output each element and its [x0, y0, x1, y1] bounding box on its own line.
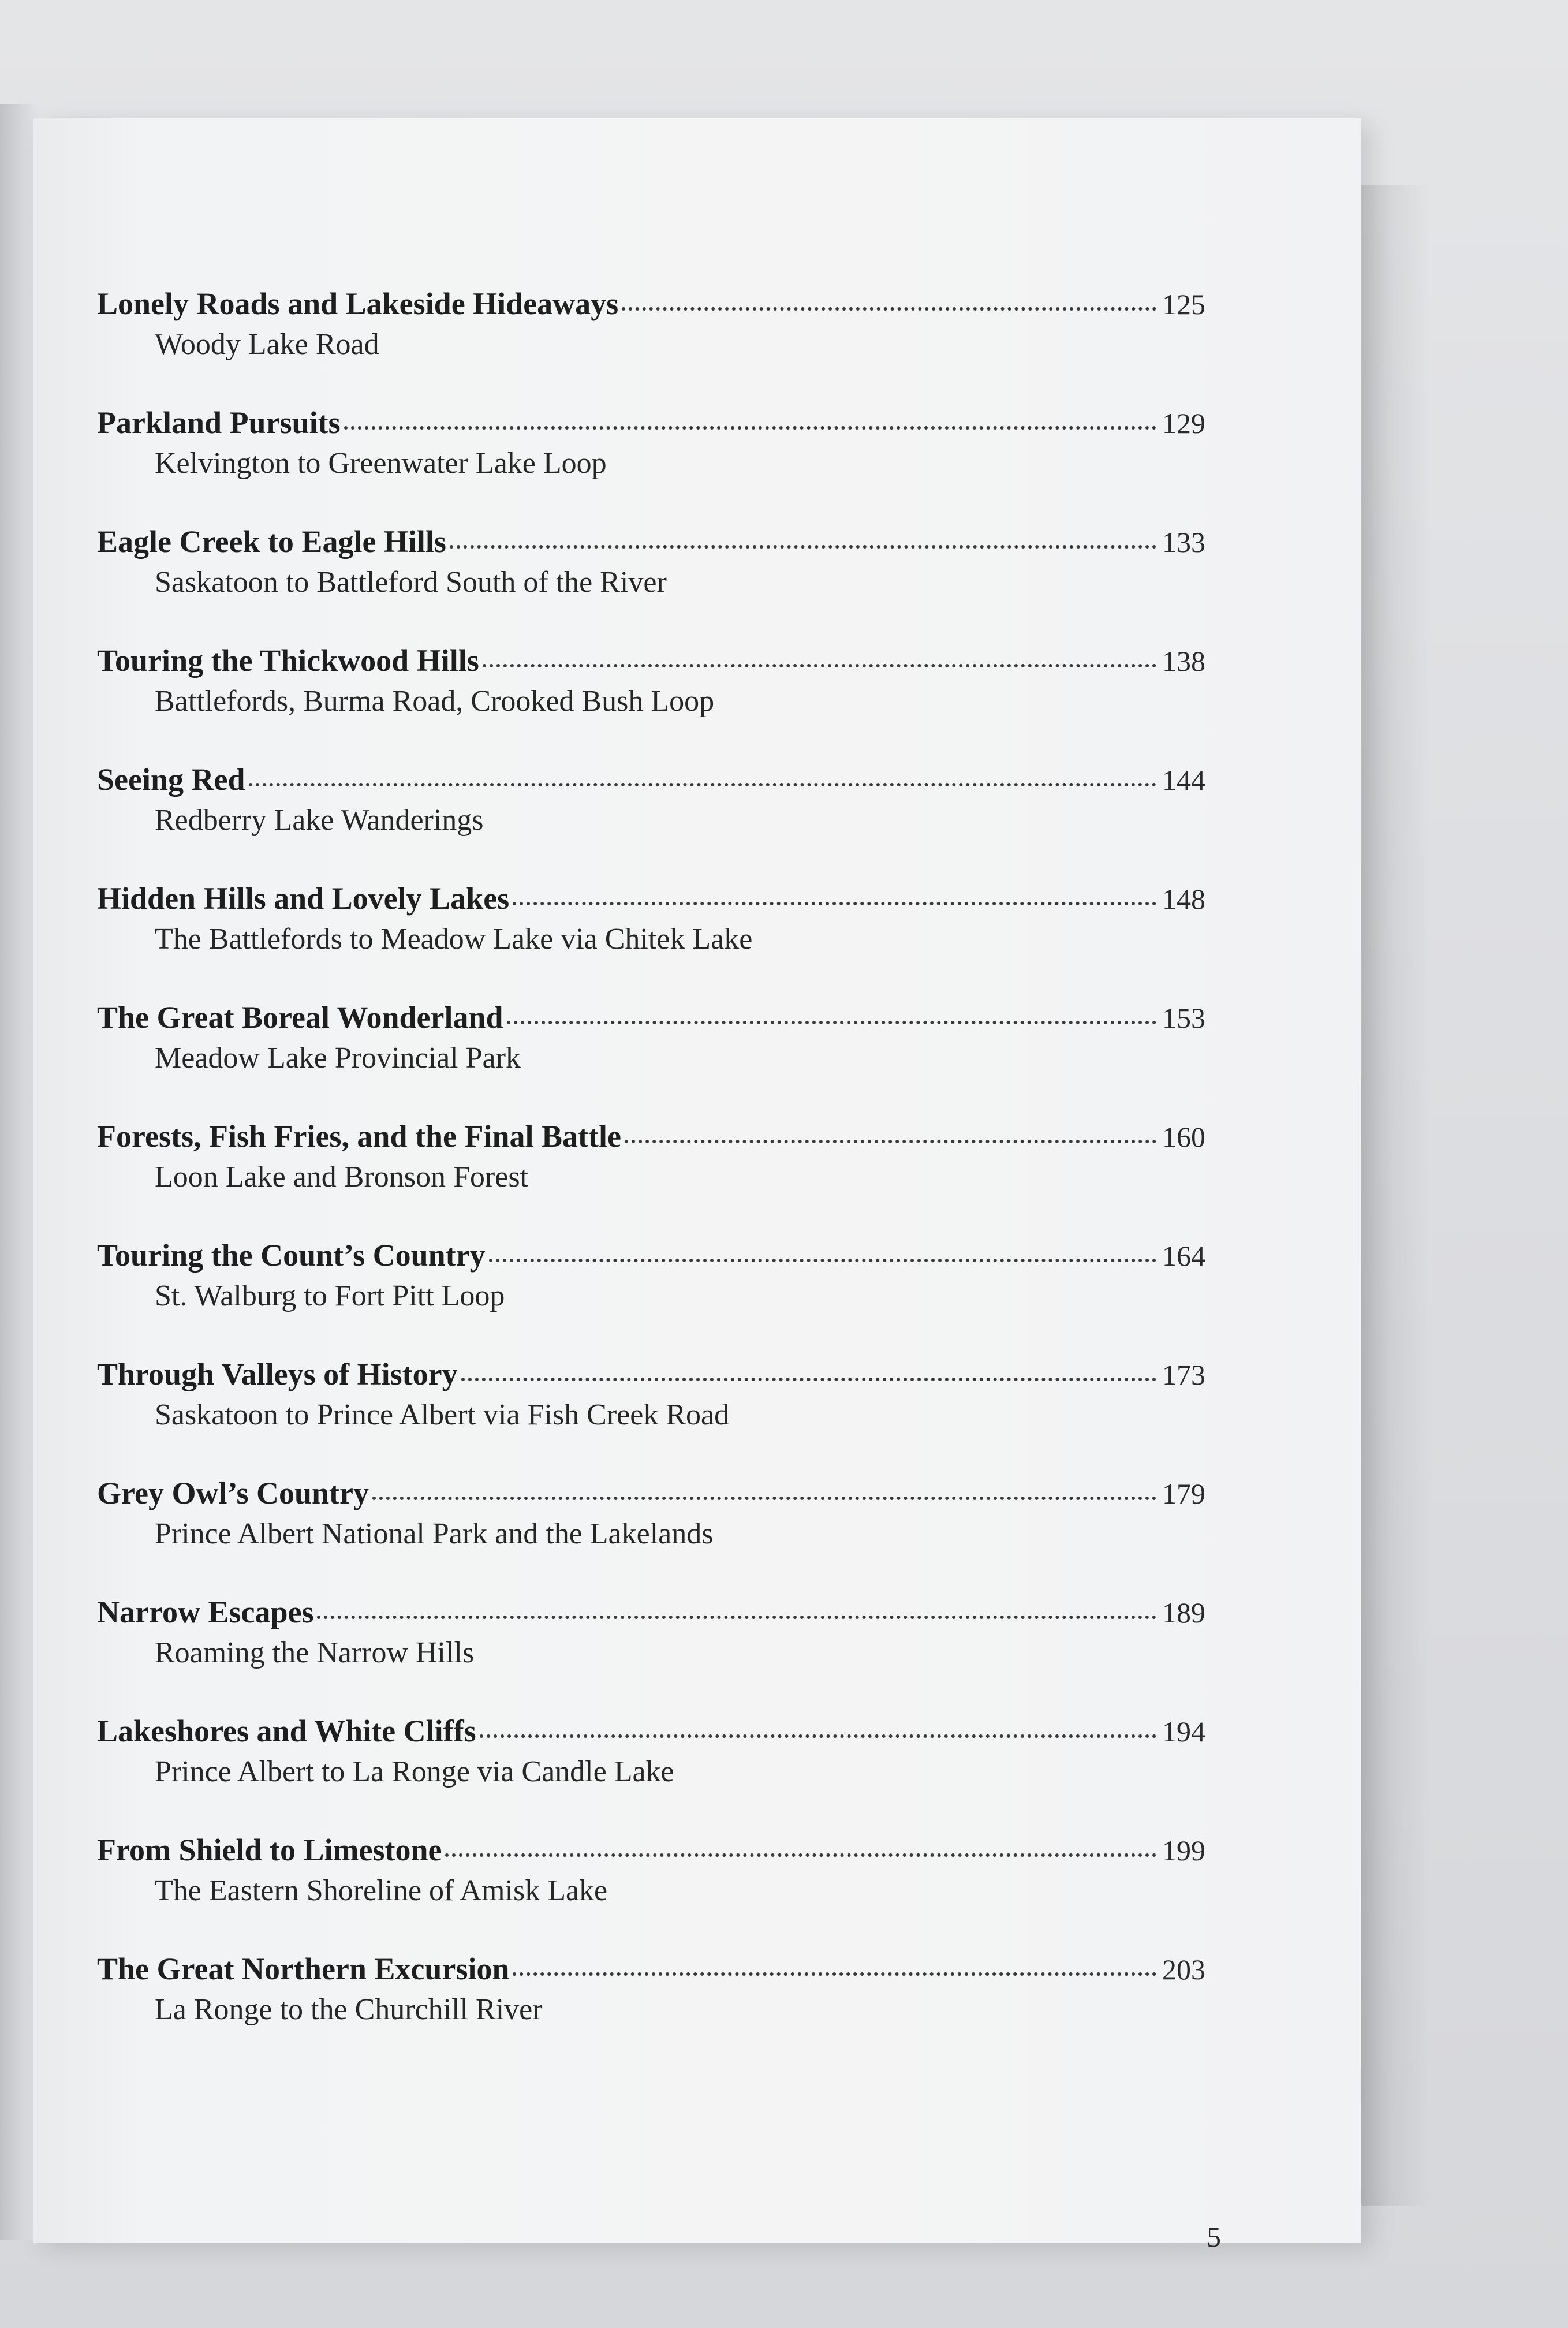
page-number: 203	[1162, 1953, 1205, 1986]
folio-page-number: 5	[1207, 2221, 1221, 2253]
toc-entry	[97, 1356, 1205, 1475]
page-shadow	[1361, 185, 1431, 2206]
toc-entry-heading-line	[97, 1475, 1205, 1516]
dot-leader	[317, 1616, 1156, 1619]
page-number: 153	[1162, 1002, 1205, 1034]
chapter-subtitle: St. Walburg to Fort Pitt Loop	[155, 1279, 505, 1312]
chapter-subtitle: Woody Lake Road	[155, 328, 379, 361]
dot-leader	[489, 1259, 1156, 1262]
chapter-subtitle: La Ronge to the Churchill River	[155, 1993, 543, 2026]
chapter-title: Narrow Escapes	[97, 1595, 314, 1629]
chapter-title: Lonely Roads and Lakeside Hideaways	[97, 286, 619, 321]
toc-entry-heading-line	[97, 1832, 1205, 1872]
chapter-subtitle: Meadow Lake Provincial Park	[155, 1042, 521, 1075]
chapter-title: Parkland Pursuits	[97, 405, 341, 440]
toc-entry	[97, 1713, 1205, 1832]
chapter-title: Seeing Red	[97, 762, 245, 797]
toc-entry	[97, 881, 1205, 999]
toc-entry-heading-line	[97, 1951, 1205, 1991]
dot-leader	[372, 1497, 1156, 1500]
page-number: 125	[1162, 288, 1205, 320]
toc-entry-heading-line	[97, 999, 1205, 1040]
page-number: 164	[1162, 1240, 1205, 1272]
toc-entry	[97, 1594, 1205, 1713]
page-number: 148	[1162, 883, 1205, 915]
book-page	[33, 118, 1361, 2253]
toc-entry	[97, 1118, 1205, 1237]
toc-entry	[97, 1475, 1205, 1594]
dot-leader	[483, 664, 1156, 667]
chapter-subtitle: Roaming the Narrow Hills	[155, 1636, 475, 1669]
chapter-title: Touring the Count’s Country	[97, 1238, 486, 1273]
toc-entry	[97, 1237, 1205, 1356]
chapter-subtitle: Saskatoon to Battleford South of the River	[155, 566, 667, 599]
toc-entry-heading-line	[97, 1594, 1205, 1635]
page-number: 129	[1162, 407, 1205, 439]
toc-entry-heading-line	[97, 405, 1205, 445]
chapter-title: Hidden Hills and Lovely Lakes	[97, 881, 510, 916]
chapter-title: Touring the Thickwood Hills	[97, 643, 479, 678]
toc-entry	[97, 405, 1205, 524]
toc-entry-heading-line	[97, 881, 1205, 921]
chapter-title: Grey Owl’s Country	[97, 1476, 369, 1510]
chapter-subtitle: Kelvington to Greenwater Lake Loop	[155, 447, 607, 480]
toc-entry	[97, 286, 1205, 405]
page-number: 179	[1162, 1478, 1205, 1510]
chapter-title: The Great Northern Excursion	[97, 1952, 510, 1986]
toc-entry	[97, 762, 1205, 881]
toc-entry	[97, 999, 1205, 1118]
toc-entry	[97, 1951, 1205, 2070]
toc-entry-heading-line	[97, 286, 1205, 326]
dot-leader	[344, 426, 1156, 430]
chapter-subtitle: The Eastern Shoreline of Amisk Lake	[155, 1874, 608, 1907]
dot-leader	[445, 1853, 1156, 1857]
dot-leader	[625, 1140, 1156, 1143]
dot-leader	[480, 1734, 1156, 1738]
chapter-title: Eagle Creek to Eagle Hills	[97, 524, 446, 559]
chapter-subtitle: Prince Albert National Park and the Lakelands	[155, 1517, 714, 1550]
dot-leader	[507, 1021, 1156, 1024]
page-number: 144	[1162, 764, 1205, 796]
toc-entry	[97, 1832, 1205, 1951]
toc-entry-heading-line	[97, 1118, 1205, 1159]
chapter-title: From Shield to Limestone	[97, 1833, 442, 1867]
toc-entry-heading-line	[97, 762, 1205, 802]
chapter-title: Through Valleys of History	[97, 1357, 458, 1391]
toc-entry	[97, 643, 1205, 762]
chapter-subtitle: The Battlefords to Meadow Lake via Chitek Lake	[155, 923, 753, 956]
chapter-subtitle: Redberry Lake Wanderings	[155, 804, 484, 837]
chapter-title: Lakeshores and White Cliffs	[97, 1714, 476, 1748]
page-number: 194	[1162, 1715, 1205, 1748]
toc-entry	[97, 524, 1205, 643]
dot-leader	[461, 1378, 1156, 1381]
page-number: 138	[1162, 645, 1205, 677]
chapter-subtitle: Saskatoon to Prince Albert via Fish Creek Road	[155, 1398, 730, 1431]
table-of-contents	[97, 286, 1205, 2070]
page-number: 133	[1162, 526, 1205, 558]
chapter-subtitle: Loon Lake and Bronson Forest	[155, 1161, 529, 1193]
toc-entry-heading-line	[97, 643, 1205, 683]
dot-leader	[513, 1972, 1156, 1976]
dot-leader	[513, 902, 1156, 905]
toc-entry-heading-line	[97, 524, 1205, 564]
chapter-subtitle: Battlefords, Burma Road, Crooked Bush Loop	[155, 685, 715, 718]
page-number: 160	[1162, 1121, 1205, 1153]
page-number: 173	[1162, 1359, 1205, 1391]
dot-leader	[622, 307, 1156, 311]
toc-entry-heading-line	[97, 1356, 1205, 1397]
page-number: 199	[1162, 1834, 1205, 1867]
dot-leader	[249, 783, 1157, 786]
chapter-title: Forests, Fish Fries, and the Final Battle	[97, 1119, 621, 1154]
toc-entry-heading-line	[97, 1713, 1205, 1754]
chapter-subtitle: Prince Albert to La Ronge via Candle Lake	[155, 1755, 674, 1788]
dot-leader	[450, 545, 1156, 549]
toc-entry-heading-line	[97, 1237, 1205, 1278]
page-number: 189	[1162, 1596, 1205, 1629]
chapter-title: The Great Boreal Wonderland	[97, 1000, 503, 1035]
